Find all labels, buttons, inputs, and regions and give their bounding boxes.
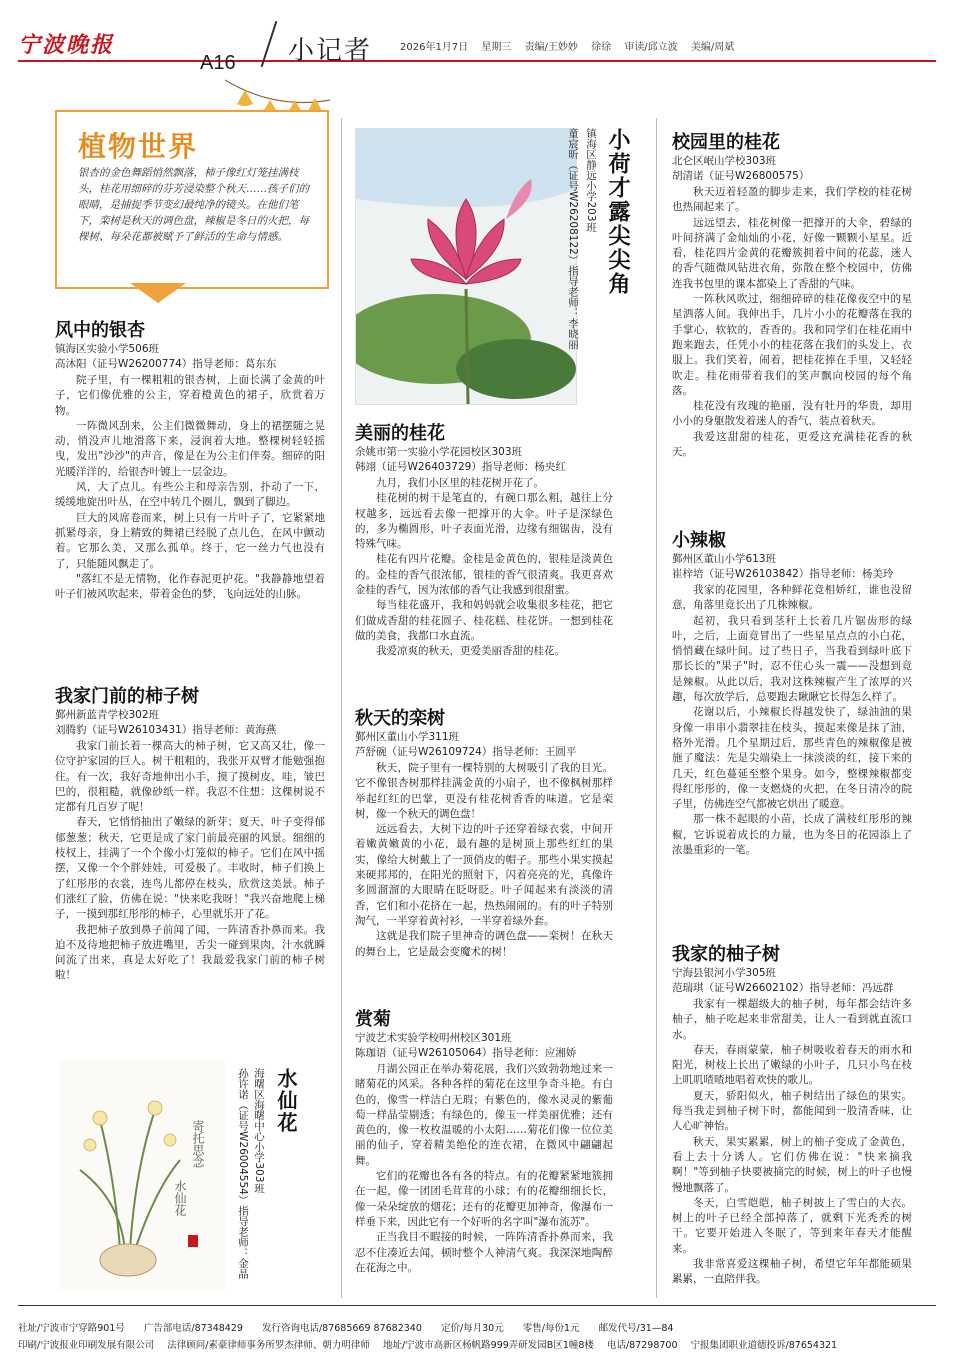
- daffodil-painting: [60, 1060, 225, 1290]
- article-body-pepper: 我家的花园里，各种鲜花竞相娇红，谁也没留意，角落里竟长出了几株辣椒。 起初，我只看到茎秆上长着几片锯齿形的绿叶，之后，上面竟冒出了一些星星点点的小白花，悄悄藏在绿叶间。过了些日子，当我看到绿叶底下那长长的"果子"时，忍不住心头一震——没想到竟是辣椒。从此以后，我对这株辣椒产生了浓厚的兴趣，每次放学后，总要跑去瞅瞅它长得怎么样了。 花谢以后，小辣椒长得越发快了，绿油油的果身像一串串小翡翠挂在枝头，摸起来像是抹了油，格外光滑。几个星期过后，那些青色的辣椒像是被施了魔法：先是尖端染上一抹淡淡的红，接下来的几天，红色蔓延至整个果身。如今，整棵辣椒都变得红彤彤的，像一支燃烧的火把，在冬日清冷的院子里，仿佛连空气都被它烘出了暖意。 那一株不起眼的小苗，长成了满枝红彤彤的辣椒，它诉说着成长的力量，也为冬日的花园添上了浓墨重彩的一笔。: [672, 584, 912, 857]
- daffodil-illustration: [60, 1060, 225, 1290]
- byline-author: 崔梓培（证号W26103842）指导老师：杨美玲: [672, 568, 894, 580]
- footer-address: 社址/宁波市宁穿路901号: [18, 1323, 125, 1334]
- byline-school: 镇海区静远小学203班: [585, 128, 597, 233]
- lotus-painting: [355, 128, 577, 405]
- article-title-chrysanthemum: 赏菊: [355, 1009, 391, 1030]
- byline-school: 北仑区岷山学校303班: [672, 155, 777, 167]
- article-title-ginkgo: 风中的银杏: [55, 320, 145, 341]
- byline-author: 童宸昕（证号W26208122）指导老师：李晓丽: [567, 128, 579, 350]
- issue-date: 2026年1月7日: [400, 42, 469, 53]
- footer-price: 定价/每月30元: [440, 1323, 504, 1334]
- footer-retail: 零售/每份1元: [522, 1323, 580, 1334]
- article-body-campus-osmanthus: 秋天迈着轻盈的脚步走来，我们学校的桂花树也热闹起来了。 远远望去，桂花树像一把撑开的大伞，碧绿的叶间挤满了金灿灿的小花，好像一颗颗小星星。近看，桂花四片金黄的花瓣簇拥着中间的花蕊，迷人的香气随微风钻进衣角，弥散在整个校园中，仿佛连我书包里的课本都染上了香甜的气味。 一阵秋风吹过，细细碎碎的桂花像夜空中的星星洒落人间。我伸出手，几片小小的花瓣落在我的手掌心，软软的，香香的。我和同学们在桂花雨中跑来跑去，任凭小小的桂花落在我们的头发上、衣服上。我们笑着，闹着，把桂花捧在手里，又轻轻吹走。桂花雨带着我们的笑声飘向校园的每个角落。 桂花没有玫瑰的艳丽，没有牡丹的华贵，却用小小的身躯散发着迷人的香气，装点着秋天。 我爱这甜甜的桂花，更爱这充满桂花香的秋天。: [672, 186, 912, 459]
- page-number: A16: [200, 52, 236, 74]
- article-title-osmanthus: 美丽的桂花: [355, 423, 445, 444]
- seal-stamp: [188, 1235, 198, 1247]
- byline-school: 鄞州区董山小学311班: [355, 731, 460, 743]
- footer-print-address: 地址/宁波市高新区杨帆路999弄研发园B区1幢8楼: [382, 1340, 594, 1351]
- footer-line-1: [18, 1320, 689, 1334]
- article-title-campus-osmanthus: 校园里的桂花: [672, 132, 780, 153]
- article-body-chrysanthemum: 月湖公园正在举办菊花展，我们兴致勃勃地过来一睹菊花的风采。各种各样的菊花在这里争奇斗艳。有白色的，像雪一样洁白无瑕；有紫色的，像水灵灵的紫葡萄一样晶莹剔透；有绿色的，像玉一样美丽优雅；还有黄色的，像一枚枚温暖的小太阳……菊花们像一位位美丽的仙子，穿着精美绝伦的连衣裙，在微风中翩翩起舞。 它们的花瓣也各有各的特点。有的花瓣紧紧地簇拥在一起，像一团团毛茸茸的小球；有的花瓣细细长长，像一朵朵绽放的烟花；还有的花瓣更加神奇，像瀑布一样垂下来，因此它有一个好听的名字叫"瀑布流苏"。 正当我目不暇接的时候，一阵阵清香扑鼻而来，我忍不住凑近去闻，顿时整个人神清气爽。我深深地陶醉在花海之中。: [355, 1063, 613, 1274]
- byline-school: 镇海区实验小学506班: [55, 343, 160, 355]
- byline-school: 鄞州新蓝青学校302班: [55, 709, 160, 721]
- byline-author: 胡清诺（证号W26800575）: [672, 170, 810, 182]
- byline-school: 海曙区海曙中心小学303班: [253, 1068, 265, 1194]
- proof: 徐徐: [591, 42, 612, 53]
- footer-line-2: [18, 1337, 847, 1351]
- lotus-illustration: [356, 129, 576, 404]
- byline-author: 孙许诺（证号W26004554）指导老师：金晶: [237, 1068, 249, 1279]
- footer-legal: 法律顾问/素豪律师事务所罗杰律师、朝力明律师: [167, 1340, 370, 1351]
- designer: 美编/周斌: [690, 42, 735, 53]
- article-body-osmanthus: 九月，我们小区里的桂花树开花了。 桂花树的树干是笔直的，有碗口那么粗，越往上分杈越多，远远看去像一把撑开的大伞。叶子是深绿色的，多为椭圆形，叶子表面光滑，边缘有细锯齿，没有特殊气味。 桂花有四片花瓣。金桂是金黄色的，银桂是淡黄色的。金桂的香气很浓郁，银桂的香气很清爽。我更喜欢金桂的香气，因为浓郁的香气让我感到很甜蜜。 每当桂花盛开，我和妈妈就会收集很多桂花，把它们做成香甜的桂花圆子、桂花糕、桂花饼。一想到桂花做的美食，我都口水直流。 我爱凉爽的秋天，更爱美丽香甜的桂花。: [355, 477, 613, 658]
- intro-speech-tail: [130, 283, 186, 303]
- article-body-ginkgo: 院子里，有一棵粗粗的银杏树，上面长满了金黄的叶子，它们像优雅的公主，穿着橙黄色的裙子，欣赏着万物。 一阵微风刮来，公主们微微舞动，身上的裙摆随之晃动，悄没声儿地滑落下来，浸润着大地。整棵树轻轻摇曳，发出"沙沙"的声音，像是在为公主们伴奏。细碎的阳光暖洋洋的，给银杏叶镀上一层金边。 风，大了点儿。有些公主和母亲告别，扑动了一下，缓缓地旋出叶丛，在空中转几个圈儿，飘到了脚边。 巨大的风席卷而来，树上只有一片叶子了，它紧紧地抓紧母亲，身上精致的舞裙已经脱了点儿色，在风中颤动着。它那么美，又那么孤单。终于，它一丝力气也没有了，只能随风飘走了。 "落红不是无情物，化作春泥更护花。"我静静地望着叶子们被风吹起来，带着金色的梦，飞向远处的山脉。: [55, 374, 325, 601]
- footer-complaint: 宁报集团职业道德投诉/87654321: [690, 1340, 838, 1351]
- column-divider: [341, 118, 342, 1298]
- weekday: 星期三: [481, 42, 512, 53]
- article-title-daffodil: 水仙花: [274, 1068, 298, 1134]
- byline-author: 韩翊（证号W26403729）指导老师：杨央红: [355, 461, 566, 473]
- byline-school: 鄞州区董山小学613班: [672, 553, 777, 565]
- byline-school: 宁海县银河小学305班: [672, 967, 777, 979]
- byline-school: 余姚市第一实验小学花园校区303班: [355, 446, 523, 458]
- byline-author: 芦舒碗（证号W26109724）指导老师：王圆平: [355, 746, 577, 758]
- header-info: [400, 38, 744, 53]
- footer-dist-phone: 发行咨询电话/87685669 87682340: [261, 1323, 422, 1334]
- footer-printer: 印刷/宁波报业印刷发展有限公司: [18, 1340, 155, 1351]
- painting-inscription: 水仙花: [173, 1180, 187, 1216]
- byline-author: 高沐阳（证号W26200774）指导老师：葛东东: [55, 358, 277, 370]
- newspaper-logo: 宁波晚报: [18, 32, 115, 58]
- article-title-persimmon: 我家门前的柿子树: [55, 686, 199, 707]
- footer-rule: [18, 1305, 936, 1306]
- article-body-pomelo: 我家有一棵超级大的柚子树，每年都会结许多柚子，柚子吃起来非常甜美，让人一看到就直流口水。 春天，春雨蒙蒙，柚子树吸收着春天的雨水和阳光，树枝上长出了嫩绿的小叶子，几只小鸟在枝上叽叽喳喳地唱着欢快的歌儿。 夏天，骄阳似火，柚子树结出了绿色的果实。每当我走到柚子树下时，都能闻到一股清香味，让人心旷神怡。 秋天，果实累累，树上的柚子变成了金黄色，看上去十分诱人。它们仿佛在说："快来摘我啊！"等到柚子快要被摘完的时候，树上的叶子也慢慢地飘落了。 冬天，白雪皑皑，柚子树披上了雪白的大衣。树上的叶子已经全部掉落了，就剩下光秃秃的树干。它要开始进入冬眠了，等到来年春天才能醒来。 我非常喜爱这棵柚子树，希望它年年都能硕果累累，一直陪伴我。: [672, 998, 912, 1286]
- editor: 责编/王妙妙: [524, 42, 578, 53]
- footer-postal: 邮发代号/31—84: [598, 1323, 674, 1334]
- byline-author: 刘腾豹（证号W26103431）指导老师：黄海燕: [55, 724, 277, 736]
- footer-ad-phone: 广告部电话/87348429: [143, 1323, 243, 1334]
- painting-inscription: 寄托思念: [191, 1120, 205, 1168]
- article-title-pomelo: 我家的柚子树: [672, 944, 780, 965]
- section-title: 小记者: [288, 36, 373, 66]
- article-body-persimmon: 我家门前长着一棵高大的柿子树，它又高又壮，像一位守护家园的巨人。树干粗粗的，我张开双臂才能勉强抱住。有一次，我好奇地伸出小手，摸了摸树皮，哇，皱巴巴的，很粗糙，就像砂纸一样。我忍不住想：这棵树说不定都有几百岁了呢！ 春天，它悄悄抽出了嫩绿的新芽；夏天，叶子变得郁郁葱葱；秋天，它更是成了家门前最亮丽的风景。细细的枝杈上，挂满了一个个像小灯笼似的柿子。它们在风中摇摆，又像一个个胖娃娃，可爱极了。丰收时，柿子们换上了红彤彤的衣裳，连鸟儿都停在枝头，欣赏这美景。柿子们涨红了脸，仿佛在说："快来吃我呀！"我兴奋地爬上梯子，一摸到那红彤彤的柿子，心里就乐开了花。 我把柿子放到鼻子前闻了闻，一阵清香扑鼻而来。我迫不及待地把柿子放进嘴里，舌尖一碰到果肉，汁水就瞬间流了出来，真是太好吃了！我最爱我家门前的柿子树啦！: [55, 740, 325, 982]
- column-divider: [656, 118, 657, 1298]
- article-title-lotus: 小荷才露尖尖角: [605, 128, 630, 296]
- article-title-pepper: 小辣椒: [672, 530, 726, 551]
- intro-title: 植物世界: [78, 130, 199, 163]
- byline-author: 陈珈语（证号W26105064）指导老师：应湘娇: [355, 1047, 577, 1059]
- reviewer: 审读/邱立波: [624, 42, 678, 53]
- byline-author: 范瑞琪（证号W26602102）指导老师：冯远群: [672, 982, 894, 994]
- article-body-koelreuteria: 秋天，院子里有一棵特别的大树吸引了我的目光。它不像银杏树那样挂满金黄的小扇子，也不像枫树那样举起红红的巴掌，更没有桂花树香香的味道。它是栾树，像一个秋天的调色盘！ 远远看去，大树下边的叶子还穿着绿衣裳，中间开着嫩黄嫩黄的小花，最有趣的是树顶上那些红红的果实，像给大树戴上了一顶俏皮的帽子。那些小果实摸起来硬邦邦的，在阳光的照射下，闪着亮亮的光，真像许多圆溜溜的大眼睛在眨呀眨。叶子闻起来有淡淡的清香，它们和小花挤在一起，热热闹闹的。有的叶子特别淘气，一半穿着黄衬衫，一半穿着绿外套。 这就是我们院子里神奇的调色盘——栾树！在秋天的舞台上，它是最会变魔术的树！: [355, 762, 613, 958]
- footer-phone: 电话/87298700: [606, 1340, 678, 1351]
- article-title-koelreuteria: 秋天的栾树: [355, 708, 445, 729]
- byline-school: 宁波艺术实验学校明州校区301班: [355, 1032, 512, 1044]
- intro-text: 银杏的金色舞蹈悄然飘落，柿子像红灯笼挂满枝头，桂花用细碎的芬芳浸染整个秋天……孩子们的眼睛，是捕捉季节变幻最纯净的镜头。在他们笔下，栾树是秋天的调色盘，辣椒是冬日的火把，每棵树、每朵花都被赋予了鲜活的生命与情感。: [78, 167, 309, 243]
- masthead-rule: [18, 60, 936, 62]
